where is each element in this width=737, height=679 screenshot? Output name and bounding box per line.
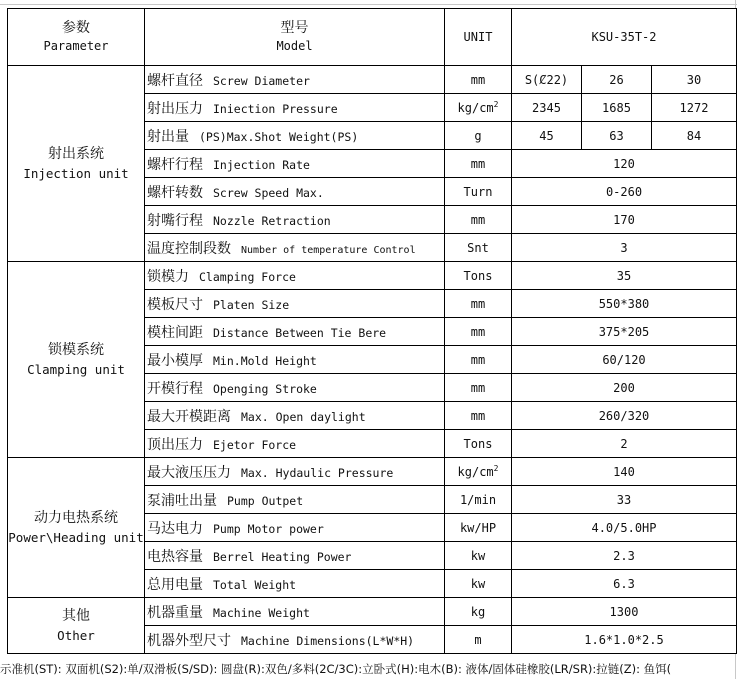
unit-cell (445, 262, 512, 290)
unit-cell (445, 94, 512, 122)
header-param-en: Parameter (43, 39, 109, 53)
parameter-zh: 射嘴行程 (147, 212, 203, 229)
unit-cell (445, 542, 512, 570)
unit-text: mm (470, 156, 486, 171)
value-cell: 3 (512, 234, 737, 262)
parameter-zh: 螺杆转数 (147, 184, 203, 201)
value-cell: 60/120 (512, 346, 737, 374)
unit-cell (445, 430, 512, 458)
parameter-en: Distance Between Tie Bere (213, 325, 387, 340)
unit-cell (445, 458, 512, 486)
parameter-cell (145, 234, 445, 262)
unit-text: Tons (463, 268, 493, 283)
unit-cell (445, 514, 512, 542)
parameter-zh: 马达电力 (147, 520, 203, 537)
parameter-cell (145, 290, 445, 318)
parameter-cell (145, 318, 445, 346)
unit-cell (445, 290, 512, 318)
group-label-en: Injection unit (23, 165, 129, 181)
value-cell: 140 (512, 458, 737, 486)
unit-cell (445, 178, 512, 206)
unit-text: m (474, 632, 482, 647)
parameter-en: Screw Diameter (213, 73, 310, 88)
table-row (8, 458, 737, 486)
unit-text: 1/min (459, 492, 497, 507)
parameter-cell (145, 514, 445, 542)
parameter-en: Machine Dimensions(L*W*H) (241, 633, 415, 648)
header-model-zh: 型号 (280, 20, 309, 36)
unit-text: Snt (467, 240, 489, 255)
header-model-value: KSU-35T-2 (512, 9, 737, 66)
parameter-en: (PS)Max.Shot Weight(PS) (199, 129, 359, 144)
value-cell: 170 (512, 206, 737, 234)
value-cell: 45 (512, 122, 582, 150)
unit-cell (445, 318, 512, 346)
parameter-en: Platen Size (213, 297, 290, 312)
parameter-cell (145, 150, 445, 178)
value-cell: 1.6*1.0*2.5 (512, 626, 737, 654)
spec-table (7, 8, 737, 654)
unit-text: kg (470, 604, 486, 619)
unit-text: mm (470, 408, 486, 423)
value-cell: 30 (652, 66, 737, 94)
parameter-en: Injection Rate (213, 157, 310, 172)
unit-text: mm (470, 352, 486, 367)
unit-cell (445, 122, 512, 150)
unit-text: mm (470, 380, 486, 395)
parameter-cell (145, 402, 445, 430)
parameter-en: Total Weight (213, 577, 297, 592)
unit-text: kg/cm (457, 101, 494, 115)
unit-text: Tons (463, 436, 493, 451)
parameter-zh: 射出量 (147, 128, 189, 145)
unit-text: kw (470, 576, 486, 591)
parameter-en: Pump Outpet (227, 493, 304, 508)
group-label-zh: 动力电热系统 (34, 509, 118, 526)
parameter-zh: 螺杆直径 (147, 72, 203, 89)
group-label (8, 458, 145, 598)
header-model-en: Model (276, 39, 313, 53)
parameter-en: Number of temperature Control (241, 244, 416, 256)
parameter-zh: 最大开模距离 (147, 408, 231, 425)
header-model (145, 9, 445, 66)
value-cell: 1272 (652, 94, 737, 122)
unit-text: g (474, 128, 482, 143)
parameter-cell (145, 262, 445, 290)
parameter-cell (145, 542, 445, 570)
unit-cell (445, 206, 512, 234)
value-cell: 375*205 (512, 318, 737, 346)
value-cell: 26 (582, 66, 652, 94)
value-cell: 2345 (512, 94, 582, 122)
group-label (8, 598, 145, 654)
unit-cell (445, 66, 512, 94)
header-unit: UNIT (445, 9, 512, 66)
parameter-zh: 射出压力 (147, 100, 203, 117)
parameter-zh: 螺杆行程 (147, 156, 203, 173)
unit-cell (445, 234, 512, 262)
parameter-en: Clamping Force (199, 269, 296, 284)
header-parameter (8, 9, 145, 66)
parameter-cell (145, 598, 445, 626)
parameter-en: Min.Mold Height (213, 353, 317, 368)
parameter-zh: 模柱间距 (147, 324, 203, 341)
parameter-cell (145, 206, 445, 234)
parameter-cell (145, 178, 445, 206)
unit-superscript: 2 (493, 464, 499, 473)
header-param-zh: 参数 (62, 20, 90, 36)
parameter-zh: 机器外型尺寸 (147, 632, 231, 649)
table-row (8, 262, 737, 290)
parameter-cell (145, 458, 445, 486)
unit-cell (445, 486, 512, 514)
value-cell: 260/320 (512, 402, 737, 430)
unit-cell (445, 374, 512, 402)
header-row (8, 9, 737, 66)
group-label-zh: 射出系统 (48, 145, 104, 162)
table-row (8, 66, 737, 94)
parameter-en: Pump Motor power (213, 521, 324, 536)
unit-text: mm (470, 212, 486, 227)
parameter-cell (145, 346, 445, 374)
value-cell: 84 (652, 122, 737, 150)
parameter-zh: 最小模厚 (147, 352, 203, 369)
group-label-zh: 锁模系统 (48, 341, 104, 358)
value-cell: 0-260 (512, 178, 737, 206)
parameter-en: Iniection Pressure (213, 101, 338, 116)
unit-cell (445, 626, 512, 654)
unit-text: mm (470, 296, 486, 311)
unit-text: kw (470, 548, 486, 563)
group-label-en: Other (57, 627, 95, 643)
parameter-zh: 机器重量 (147, 604, 203, 621)
value-cell: 1685 (582, 94, 652, 122)
group-label (8, 262, 145, 458)
value-cell: 6.3 (512, 570, 737, 598)
parameter-zh: 顶出压力 (147, 436, 203, 453)
parameter-zh: 总用电量 (147, 576, 203, 593)
unit-cell (445, 598, 512, 626)
parameter-en: Ejetor Force (213, 437, 297, 452)
parameter-cell (145, 430, 445, 458)
value-cell: 63 (582, 122, 652, 150)
parameter-cell (145, 626, 445, 654)
parameter-zh: 电热容量 (147, 548, 203, 565)
parameter-en: Berrel Heating Power (213, 549, 352, 564)
parameter-en: Machine Weight (213, 605, 310, 620)
value-cell: 2 (512, 430, 737, 458)
parameter-zh: 温度控制段数 (147, 240, 231, 257)
table-row (8, 598, 737, 626)
value-cell: 120 (512, 150, 737, 178)
parameter-zh: 泵浦吐出量 (147, 492, 217, 509)
group-label (8, 66, 145, 262)
group-label-en: Clamping unit (27, 361, 125, 377)
value-cell: 4.0/5.0HP (512, 514, 737, 542)
unit-superscript: 2 (493, 100, 499, 109)
parameter-zh: 锁模力 (147, 268, 189, 285)
value-cell: 550*380 (512, 290, 737, 318)
value-cell: 2.3 (512, 542, 737, 570)
value-cell: 33 (512, 486, 737, 514)
parameter-en: Max. Hydaulic Pressure (241, 465, 394, 480)
unit-text: Turn (463, 184, 493, 199)
parameter-en: Openging Stroke (213, 381, 317, 396)
unit-cell (445, 150, 512, 178)
unit-text: mm (470, 324, 486, 339)
footer-note: 示准机(ST): 双面机(S2):单/双滑板(S/SD): 圆盘(R):双色/多料(2C/3C):立卧式(H):电木(B): 液体/固体硅橡胶(LR/SR):拉链(Z): 鱼饵( (0, 662, 672, 676)
parameter-en: Screw Speed Max. (213, 185, 324, 200)
group-label-en: Power\Heading unit (8, 529, 144, 545)
unit-text: kw/HP (459, 520, 497, 535)
group-label-zh: 其他 (62, 607, 90, 624)
value-cell: 35 (512, 262, 737, 290)
parameter-zh: 最大液压压力 (147, 464, 231, 481)
parameter-en: Max. Open daylight (241, 409, 366, 424)
unit-cell (445, 402, 512, 430)
unit-text: mm (470, 72, 486, 87)
parameter-zh: 开模行程 (147, 380, 203, 397)
value-cell: 1300 (512, 598, 737, 626)
value-cell: S(Ȼ22) (512, 66, 582, 94)
unit-cell (445, 570, 512, 598)
parameter-cell (145, 570, 445, 598)
parameter-cell (145, 122, 445, 150)
value-cell: 200 (512, 374, 737, 402)
parameter-zh: 模板尺寸 (147, 296, 203, 313)
parameter-cell (145, 486, 445, 514)
unit-cell (445, 346, 512, 374)
unit-text: kg/cm (457, 465, 494, 479)
parameter-cell (145, 94, 445, 122)
parameter-cell (145, 374, 445, 402)
parameter-en: Nozzle Retraction (213, 213, 331, 228)
parameter-cell (145, 66, 445, 94)
